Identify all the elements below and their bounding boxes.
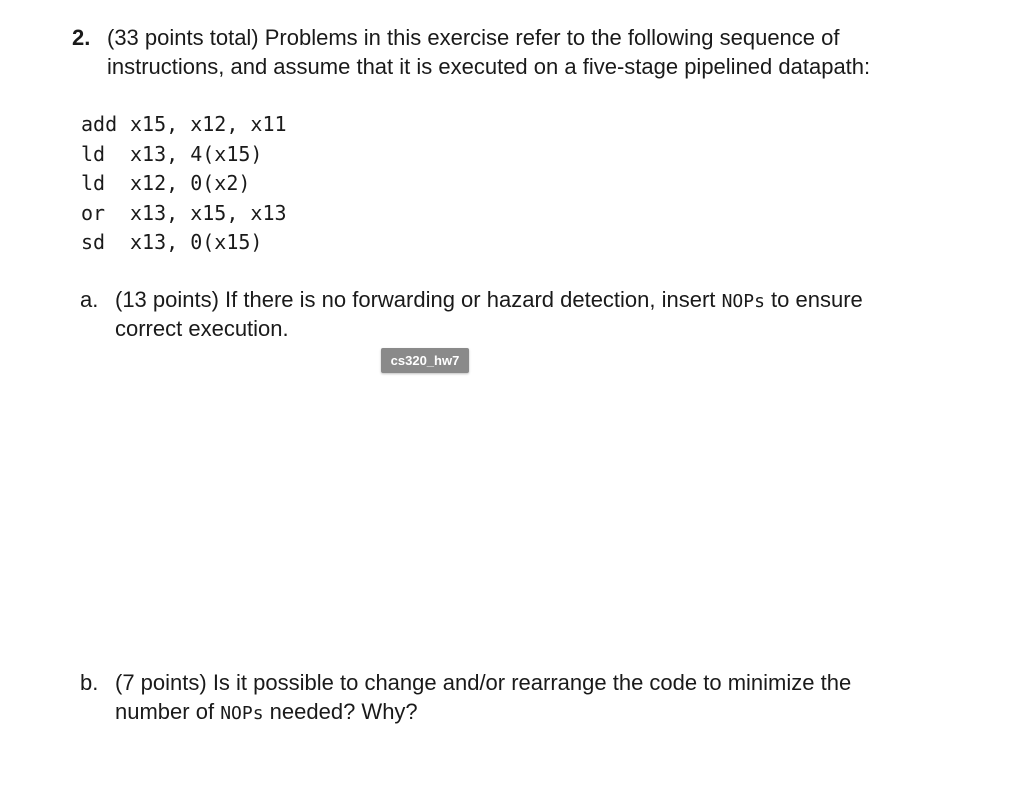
code-line xyxy=(81,228,287,258)
part-b-label: b. xyxy=(80,670,99,695)
code-op: sd xyxy=(81,230,106,254)
nops-code: NOPs xyxy=(220,703,264,724)
code-args: x13, x15, x13 xyxy=(130,200,287,225)
part-b-line-2 xyxy=(115,697,418,728)
code-line xyxy=(81,110,287,140)
code-args: x13, 0(x15) xyxy=(130,230,263,254)
code-op: or xyxy=(81,200,106,225)
part-a-line-1 xyxy=(115,285,863,316)
part-a-text: (13 points) If there is no forwarding or hazard detection, insert xyxy=(115,287,716,312)
code-op: ld xyxy=(81,141,106,166)
watermark-badge: cs320_hw7 xyxy=(381,348,469,373)
code-op: ld xyxy=(81,171,106,195)
code-line xyxy=(81,169,287,199)
code-op: add xyxy=(81,112,118,136)
question-intro-line-1: (33 points total) Problems in this exercise refer to the following sequence of xyxy=(107,25,840,50)
part-a-label: a. xyxy=(80,287,99,312)
instruction-sequence xyxy=(81,110,287,258)
code-args: x13, 4(x15) xyxy=(130,141,263,166)
code-line xyxy=(81,199,287,229)
code-line xyxy=(81,140,287,170)
nops-code: NOPs xyxy=(721,291,765,312)
part-b-text-end: needed? Why? xyxy=(269,699,418,724)
part-b-line-1: (7 points) Is it possible to change and/or rearrange the code to minimize the xyxy=(115,670,852,695)
part-a-line-2: correct execution. xyxy=(115,316,289,341)
part-a-text-end: to ensure xyxy=(771,287,863,312)
code-args: x15, x12, x11 xyxy=(130,112,287,136)
question-number: 2. xyxy=(72,25,91,50)
question-intro-line-2: instructions, and assume that it is executed on a five-stage pipelined datapath: xyxy=(107,54,871,79)
code-args: x12, 0(x2) xyxy=(130,171,251,195)
part-b-text: number of xyxy=(115,699,215,724)
